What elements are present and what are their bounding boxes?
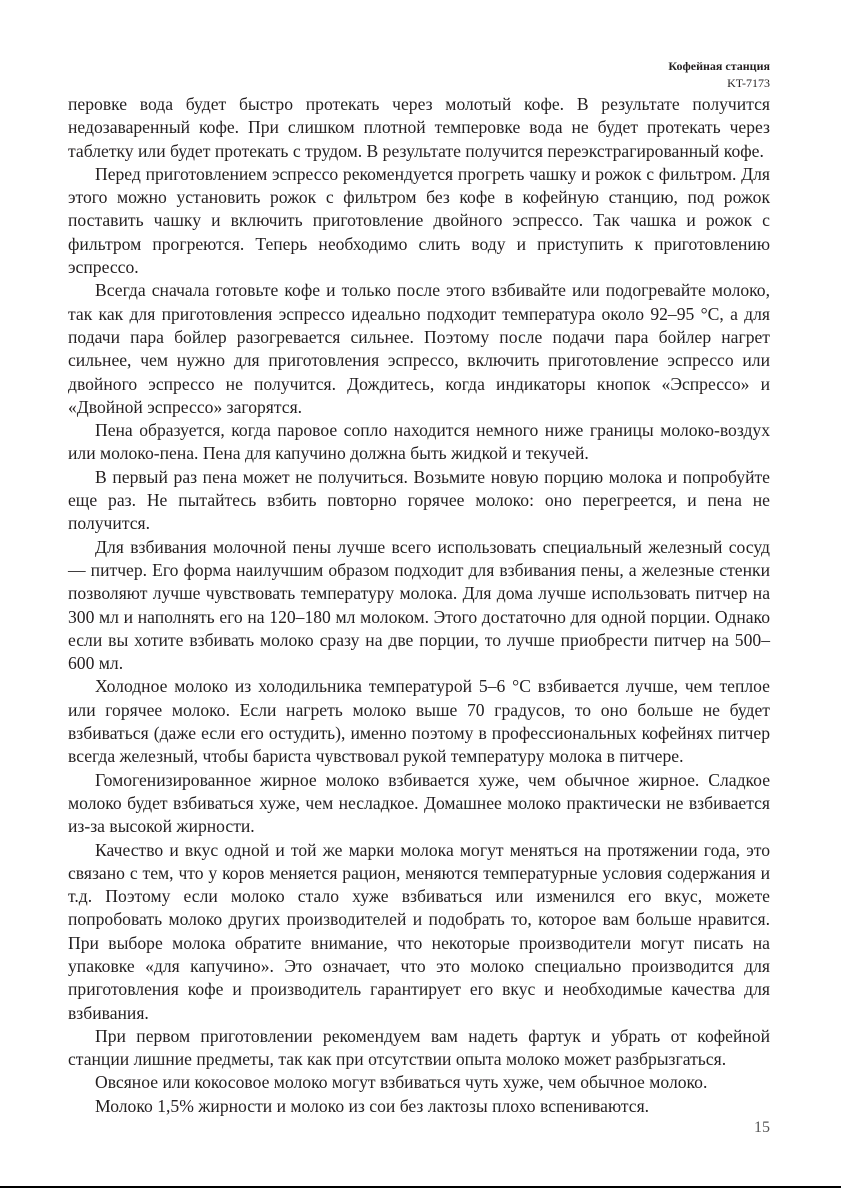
paragraph: В первый раз пена может не получиться. Возьмите новую порцию молока и попробуйте еще раз. Не пытайтесь взбить повторно горячее молоко: оно перегреется, и пена не получится. <box>68 466 770 534</box>
page-header <box>668 58 770 92</box>
paragraph: При первом приготовлении рекомендуем вам надеть фартук и убрать от кофейной станции лишние предметы, так как при отсутствии опыта молоко может разбрызгаться. <box>68 1025 770 1070</box>
header-model: KT-7173 <box>727 76 770 90</box>
paragraph: Пена образуется, когда паровое сопло находится немного ниже границы молоко-воздух или молоко-пена. Пена для капучино должна быть жидкой и текучей. <box>68 420 770 464</box>
paragraph: Для взбивания молочной пены лучше всего использовать специальный железный сосуд — питчер. Его форма наилучшим образом подходит для взбивания пены, а железные стенки позволяют лучше чувствовать температуру молока. Для дома лучше использовать питчер на 300 мл и наполнять его на 120–180 мл молоком. Этого достаточно для одной порции. Однако если вы хотите взбивать молоко сразу на две порции, то лучше приобрести питчер на 500–600 мл. <box>68 536 770 674</box>
paragraph: перовке вода будет быстро протекать через молотый кофе. В результате получится недозаваренный кофе. При слишком плотной темперовке вода не будет протекать через таблетку или будет протекать с трудом. В результате получится переэкстрагированный кофе. <box>68 94 770 161</box>
paragraph: Молоко 1,5% жирности и молоко из сои без лактозы плохо вспениваются. <box>95 1095 650 1116</box>
body-text <box>68 93 770 1118</box>
paragraph: Всегда сначала готовьте кофе и только после этого взбивайте или подогревайте молоко, так как для приготовления эспрессо идеально подходит температура около 92–95 °С, а для подачи пара бойлер разогревается сильнее. Поэтому после подачи пара бойлер нагрет сильнее, чем нужно для приготовления эспрессо, включить приготовление эспрессо или двойного эспрессо не получится. Дождитесь, когда индикаторы кнопок «Эспрессо» и «Двойной эспрессо» загорятся. <box>68 280 770 417</box>
paragraph: Холодное молоко из холодильника температурой 5–6 °С взбивается лучше, чем теплое или горячее молоко. Если нагреть молоко выше 70 градусов, то оно больше не будет взбиваться (даже если его остудить), именно поэтому в профессиональных кофейнях питчер всегда железный, чтобы бариста чувствовал рукой температуру молока в питчере. <box>68 676 770 767</box>
paragraph: Гомогенизированное жирное молоко взбивается хуже, чем обычное жирное. Сладкое молоко будет взбиваться хуже, чем несладкое. Домашнее молоко практически не взбивается из-за высокой жирности. <box>68 769 770 837</box>
paragraph: Качество и вкус одной и той же марки молока могут меняться на протяжении года, это связано с тем, что у коров меняется рацион, меняются температурные условия содержания и т.д. Поэтому если молоко стало хуже взбиваться или изменился его вкус, можете попробовать молоко других производителей и подобрать то, которое вам больше нравится. При выборе молока обратите внимание, что некоторые производители могут писать на упаковке «для капучино». Это означает, что это молоко специально производится для приготовления кофе и производитель гарантирует его вкус и необходимые качества для взбивания. <box>68 839 770 1023</box>
header-title: Кофейная станция <box>668 59 770 73</box>
bottom-rule <box>0 1186 841 1188</box>
paragraph: Перед приготовлением эспрессо рекомендуется прогреть чашку и рожок с фильтром. Для этого можно установить рожок с фильтром без кофе в кофейную станцию, под рожок поставить чашку и включить приготовление двойного эспрессо. Так чашка и рожок с фильтром прогреются. Теперь необходимо слить воду и приступить к приготовлению эспрессо. <box>68 163 770 278</box>
page-number: 15 <box>754 1119 770 1136</box>
paragraph: Овсяное или кокосовое молоко могут взбиваться чуть хуже, чем обычное молоко. <box>95 1072 708 1093</box>
